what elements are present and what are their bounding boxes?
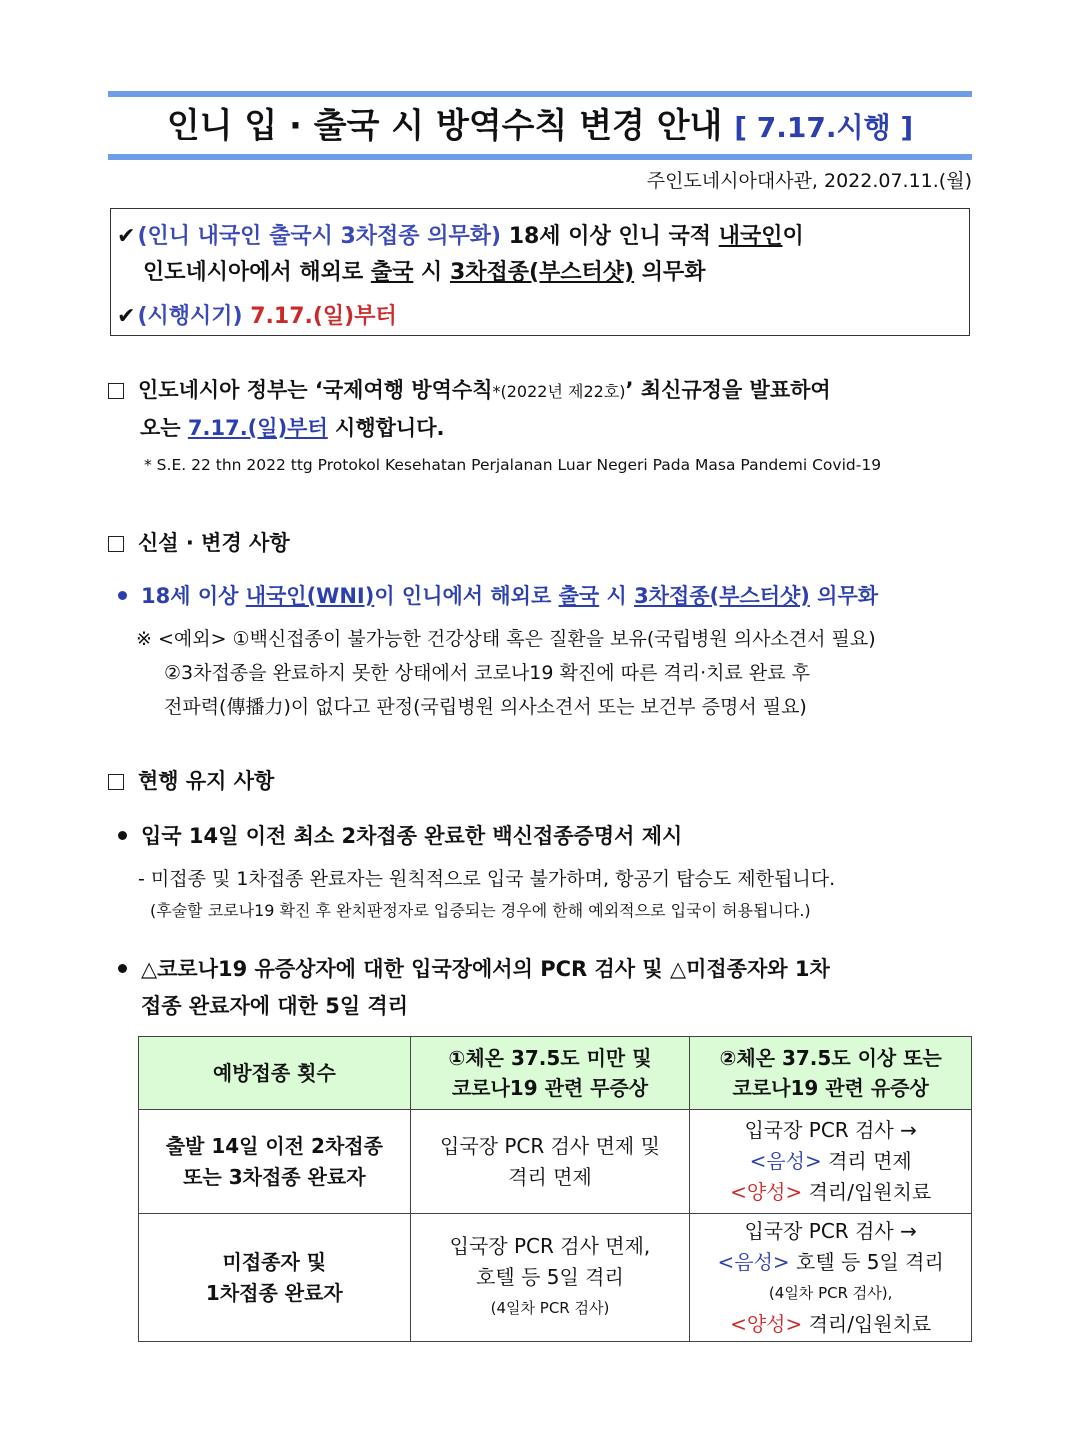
section1-text: ’ 최신규정을 발표하여 <box>625 378 831 402</box>
section2-underline-wni: 내국인(WNI) <box>245 584 375 608</box>
section2-note-3: 전파력(傳播力)이 없다고 판정(국립병원 의사소견서 또는 보건부 증명서 필요) <box>164 696 807 718</box>
table-cell-negative-line <box>696 1146 965 1177</box>
table-cell-negative-line <box>696 1247 965 1278</box>
checkmark-icon: ✔ <box>117 224 136 249</box>
negative-label: <음성> <box>749 1149 822 1173</box>
table-header-text: 코로나19 관련 유증상 <box>732 1076 929 1100</box>
title-top-rule <box>108 91 972 97</box>
section2-underline-booster: 3차접종(부스터샷) <box>634 584 810 608</box>
table-cell-text: 1차접종 완료자 <box>205 1280 343 1305</box>
section1-text: 오는 <box>140 416 188 440</box>
section1-regulation-number: *(2022년 제22호) <box>492 382 626 401</box>
table-cell-note: (4일차 PCR 검사), <box>768 1283 893 1302</box>
summary-text: 시 <box>413 260 450 285</box>
bullet-icon <box>118 591 127 600</box>
table-row <box>139 1214 972 1342</box>
section2-text: 의무화 <box>809 584 879 608</box>
summary-text: 인도네시아에서 해외로 <box>143 260 371 285</box>
title-main: 인니 입 · 출국 시 방역수칙 변경 안내 <box>166 106 723 146</box>
table-cell-text: 입국장 PCR 검사 면제 및 <box>440 1133 660 1158</box>
table-cell-text: 호텔 등 5일 격리 <box>476 1265 624 1289</box>
table-cell <box>690 1110 972 1214</box>
table-cell-text: 입국장 PCR 검사 → <box>744 1118 917 1142</box>
negative-label: <음성> <box>717 1249 790 1274</box>
bullet-icon <box>118 964 127 973</box>
table-header-text: 코로나19 관련 무증상 <box>451 1076 649 1100</box>
table-cell-text: 미접종자 및 <box>222 1249 327 1274</box>
section2-text: 18세 이상 <box>141 584 246 608</box>
section2-bullet <box>118 580 878 610</box>
checkmark-icon: ✔ <box>117 304 136 329</box>
table-cell <box>410 1110 690 1214</box>
table-cell <box>410 1214 690 1342</box>
summary-underline-citizen: 내국인 <box>718 224 783 249</box>
table-cell-text: 호텔 등 5일 격리 <box>789 1249 944 1274</box>
table-cell-text: 또는 3차접종 완료자 <box>183 1164 366 1189</box>
summary-text: 이 <box>782 224 804 249</box>
section3-bullet-2-line-2: 접종 완료자에 대한 5일 격리 <box>141 994 409 1018</box>
summary-line-3 <box>117 299 397 330</box>
table-header-asymptomatic <box>410 1037 690 1110</box>
table-cell <box>690 1214 972 1342</box>
table-cell-text: 출발 14일 이전 2차접종 <box>165 1133 383 1158</box>
section2-heading-text: 신설 · 변경 사항 <box>138 531 290 555</box>
table-header-symptomatic <box>690 1037 972 1110</box>
table-cell-text: 격리 면제 <box>508 1164 592 1189</box>
table-cell-text: 격리/입원치료 <box>802 1311 932 1336</box>
summary-line-1 <box>117 219 804 250</box>
section3-heading <box>108 765 274 795</box>
positive-label: <양성> <box>730 1311 803 1336</box>
table-header-vaccination: 예방접종 횟수 <box>139 1037 411 1110</box>
section1-text: 인도네시아 정부는 ‘국제여행 방역수칙 <box>138 378 493 402</box>
bullet-icon <box>118 831 127 840</box>
section1-line-1 <box>108 374 831 404</box>
summary-box <box>110 208 970 336</box>
checkbox-square-icon <box>108 383 124 399</box>
table-cell-positive-line <box>696 1309 965 1340</box>
summary-tag-period: (시행시기) <box>137 304 243 329</box>
title-bottom-rule <box>108 154 972 160</box>
quarantine-table <box>138 1036 972 1342</box>
section3-sub-2: (후술할 코로나19 확진 후 완치판정자로 입증되는 경우에 한해 예외적으로 입국이 허용됩니다.) <box>150 901 811 920</box>
table-cell-text: 격리 면제 <box>821 1149 912 1173</box>
section2-heading <box>108 527 290 557</box>
checkbox-square-icon <box>108 536 124 552</box>
table-row <box>139 1110 972 1214</box>
section1-line-2 <box>140 412 444 442</box>
table-cell-positive-line <box>696 1177 965 1208</box>
table-cell-text: 입국장 PCR 검사 → <box>744 1218 917 1243</box>
section3-bullet-1-text: 입국 14일 이전 최소 2차접종 완료한 백신접종증명서 제시 <box>141 824 683 848</box>
section2-text: 이 인니에서 해외로 <box>374 584 559 608</box>
positive-label: <양성> <box>730 1180 803 1204</box>
summary-underline-departure: 출국 <box>370 260 414 285</box>
table-header-row <box>139 1037 972 1110</box>
page-title <box>108 98 972 154</box>
summary-tag-booster: (인니 내국인 출국시 3차접종 의무화) <box>137 224 502 249</box>
section2-note-1: ※ <예외> ①백신접종이 불가능한 건강상태 혹은 질환을 보유(국립병원 의사소견서 필요) <box>136 628 876 650</box>
section1-text: 시행합니다. <box>327 416 445 440</box>
section2-note-2: ②3차접종을 완료하지 못한 상태에서 코로나19 확진에 따른 격리·치료 완료 후 <box>164 662 810 684</box>
table-cell-text: 격리/입원치료 <box>802 1180 932 1204</box>
section3-bullet-2-text: △코로나19 유증상자에 대한 입국장에서의 PCR 검사 및 △미접종자와 1차 <box>141 957 830 981</box>
summary-effective-date: 7.17.(일)부터 <box>242 304 397 329</box>
summary-underline-booster: 3차접종(부스터샷) <box>449 260 635 285</box>
section3-sub-1: - 미접종 및 1차접종 완료자는 원칙적으로 입국 불가하며, 항공기 탑승도 제한됩니다. <box>138 868 836 890</box>
section2-underline-departure: 출국 <box>558 584 600 608</box>
checkbox-square-icon <box>108 774 124 790</box>
title-effective-date: [ 7.17.시행 ] <box>734 111 914 144</box>
table-header-text: ①체온 37.5도 미만 및 <box>448 1046 652 1070</box>
table-cell <box>139 1110 411 1214</box>
summary-text: 18세 이상 인니 국적 <box>501 224 719 249</box>
summary-text: 의무화 <box>634 260 706 285</box>
section2-text: 시 <box>599 584 635 608</box>
summary-line-2 <box>143 255 706 286</box>
table-cell-note: (4일차 PCR 검사) <box>490 1299 610 1317</box>
section3-bullet-2 <box>118 953 830 983</box>
table-cell <box>139 1214 411 1342</box>
table-header-text: ②체온 37.5도 이상 또는 <box>719 1046 942 1070</box>
section3-bullet-1 <box>118 820 682 850</box>
table-cell-text: 입국장 PCR 검사 면제, <box>449 1234 651 1258</box>
embassy-date-line: 주인도네시아대사관, 2022.07.11.(월) <box>646 170 972 192</box>
section1-effective-date: 7.17.(일)부터 <box>187 416 328 440</box>
section3-heading-text: 현행 유지 사항 <box>138 769 275 793</box>
section1-footnote: * S.E. 22 thn 2022 ttg Protokol Kesehatan Perjalanan Luar Negeri Pada Masa Pandemi Covid-19 <box>144 456 882 474</box>
